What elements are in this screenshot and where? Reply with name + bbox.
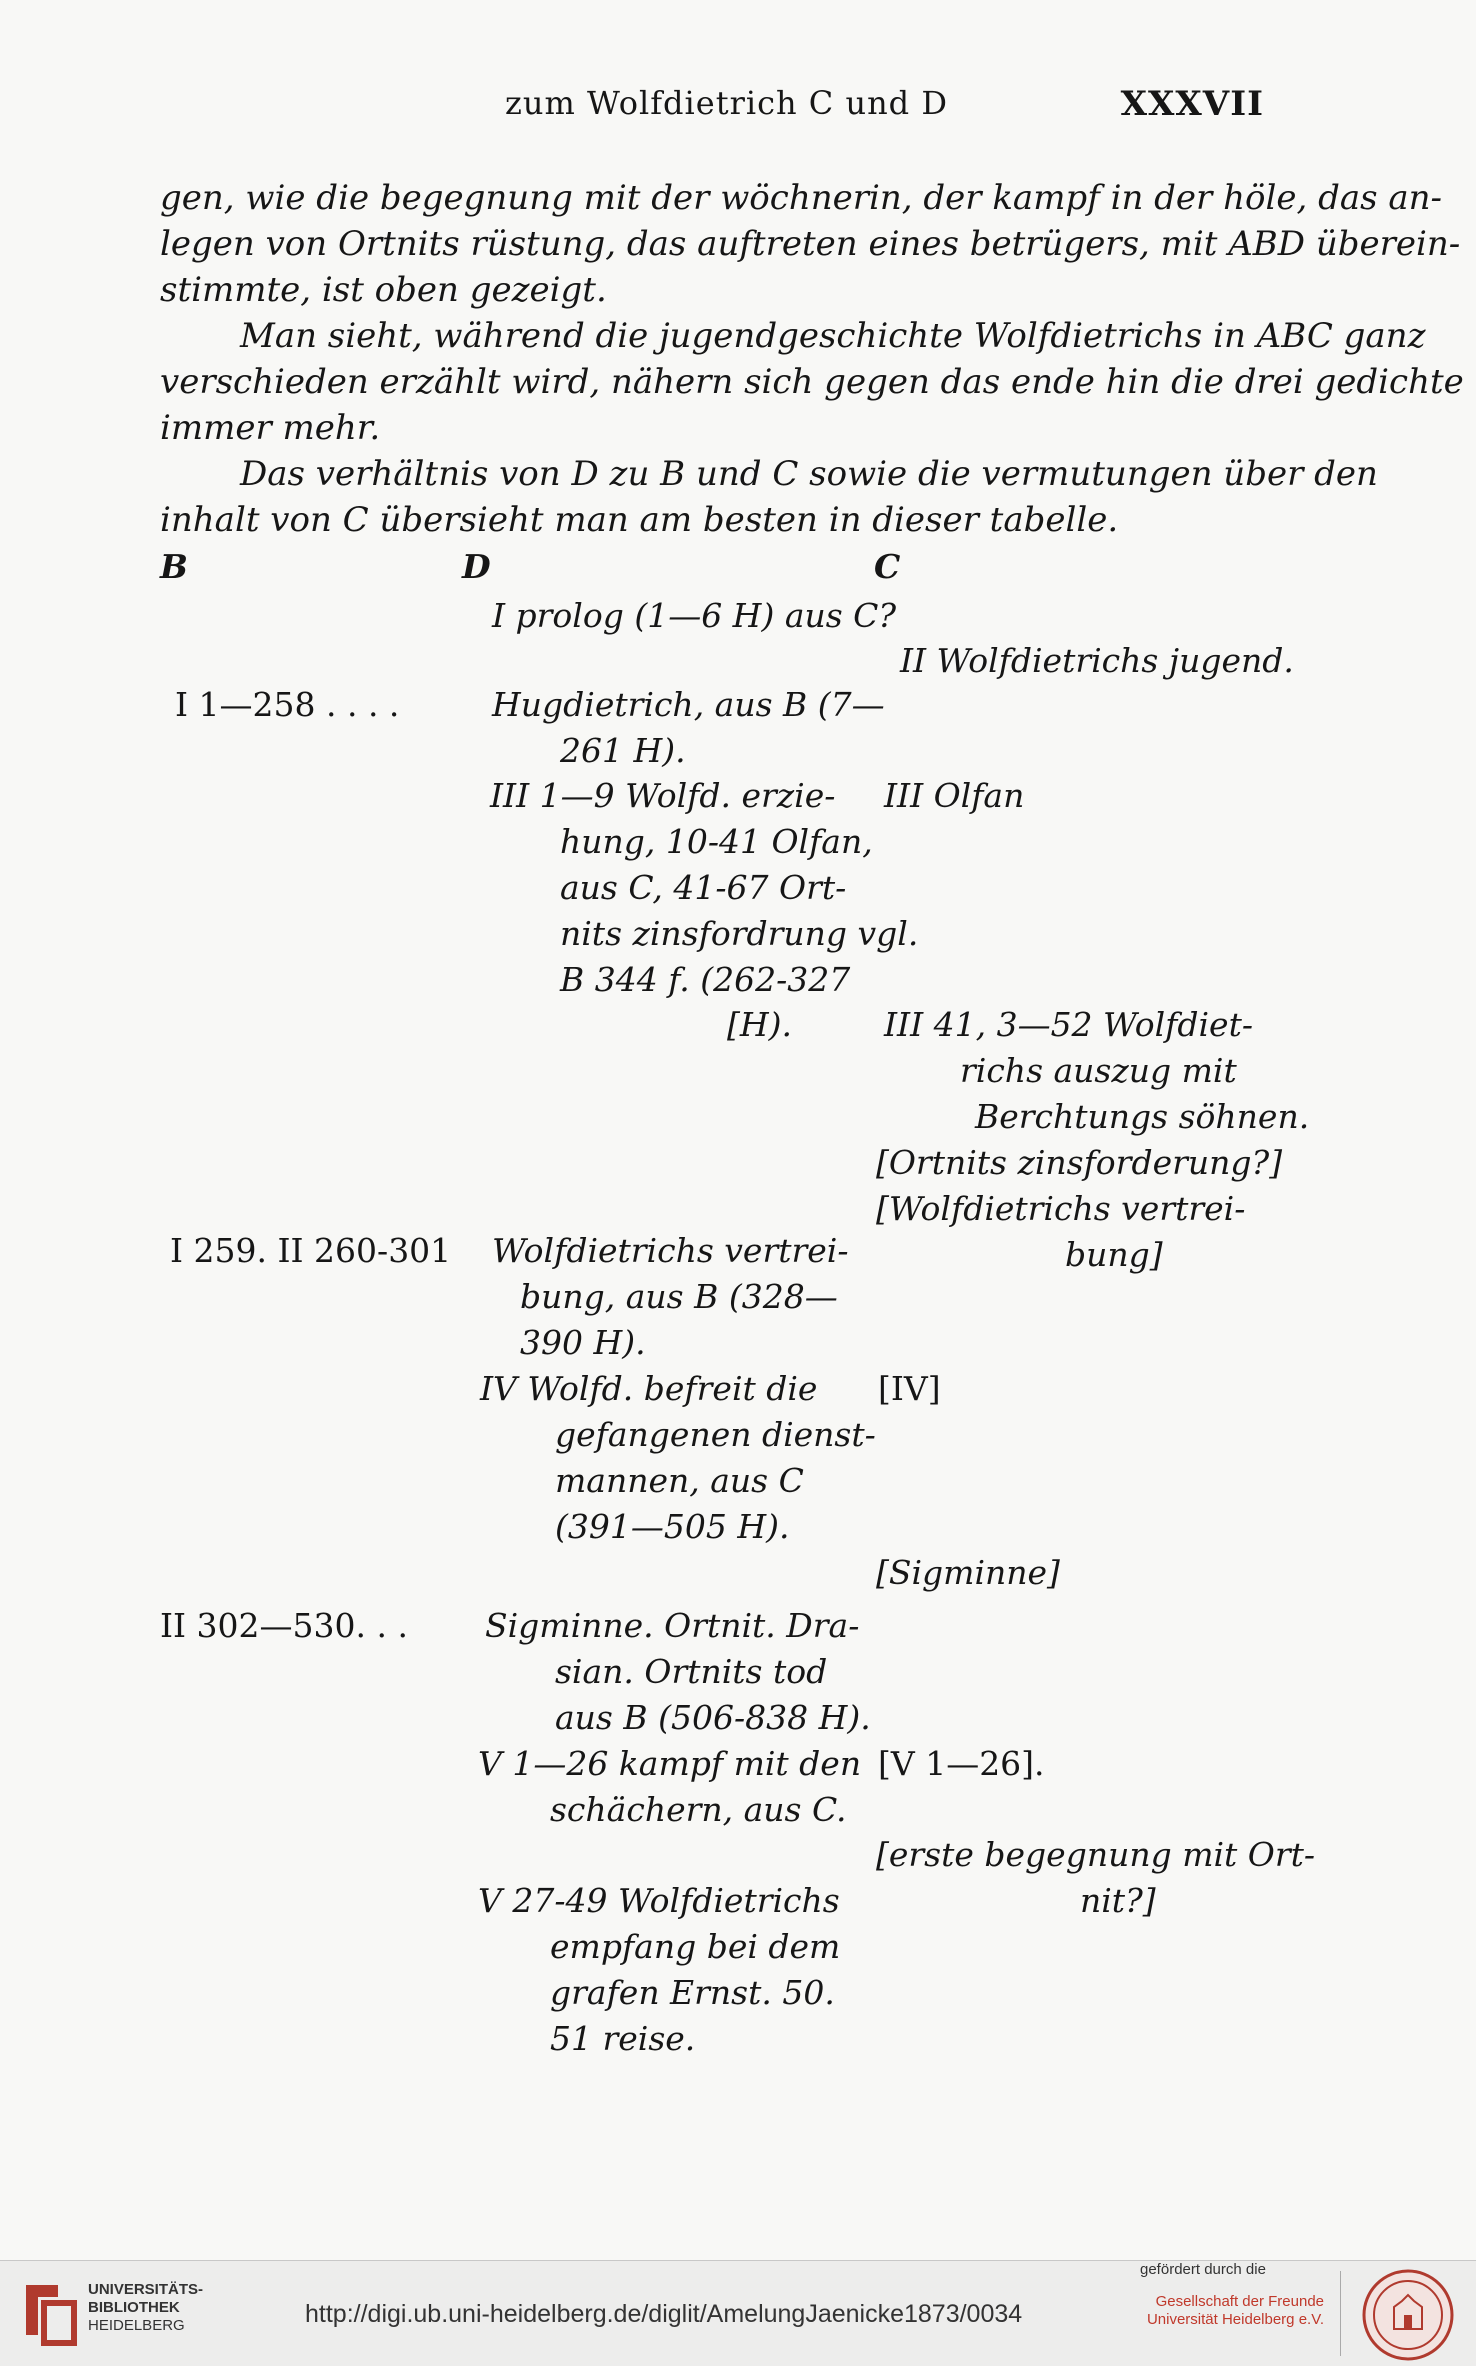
paragraph-line: immer mehr. — [160, 408, 381, 448]
running-title: zum Wolfdietrich C und D — [505, 84, 948, 122]
sponsor-name-line: Gesellschaft der Freunde — [1155, 2293, 1324, 2310]
d-entry-line: 261 H). — [560, 731, 686, 770]
paragraph-line: gen, wie die begegnung mit der wöchnerin, der kampf in der höle, das an- — [160, 178, 1443, 218]
d-entry-line: nits zinsfordrung vgl. — [560, 914, 919, 953]
c-entry-line: richs auszug mit — [960, 1051, 1237, 1090]
paragraph-line: stimmte, ist oben gezeigt. — [160, 270, 607, 310]
paragraph-line: inhalt von C übersieht man am besten in dieser tabelle. — [160, 500, 1119, 540]
d-entry-line: 51 reise. — [550, 2019, 696, 2058]
d-entry-line: B 344 f. (262-327 — [560, 960, 851, 999]
d-entry-line: grafen Ernst. 50. — [550, 1973, 835, 2012]
column-header-d: D — [462, 547, 491, 586]
page-number: XXXVII — [1120, 84, 1264, 124]
library-name-line: UNIVERSITÄTS- — [88, 2281, 204, 2298]
c-entry-line: bung] — [1065, 1235, 1163, 1274]
d-entry-line: empfang bei dem — [550, 1927, 841, 1966]
d-entry-line: mannen, aus C — [555, 1461, 804, 1500]
sponsor-name-line: Universität Heidelberg e.V. — [1146, 2311, 1324, 2328]
d-entry-line: 390 H). — [520, 1323, 646, 1362]
c-entry-line: II Wolfdietrichs jugend. — [900, 641, 1294, 680]
c-entry-line: Berchtungs söhnen. — [975, 1097, 1310, 1136]
library-name-line: HEIDELBERG — [88, 2317, 185, 2334]
c-entry-line: III 41, 3—52 Wolfdiet- — [884, 1005, 1253, 1044]
library-logo-icon — [18, 2277, 82, 2351]
paragraph-line: Man sieht, während die jugendgeschichte Wolfdietrichs in ABC ganz — [240, 316, 1426, 356]
c-entry-line: [Sigminne] — [876, 1553, 1060, 1592]
c-entry-line: [Wolfdietrichs vertrei- — [876, 1189, 1246, 1228]
d-entry-line: bung, aus B (328— — [520, 1277, 838, 1316]
paragraph-line: legen von Ortnits rüstung, das auftreten eines betrügers, mit ABD überein- — [160, 224, 1461, 264]
b-entry: I 259. II 260-301 — [170, 1231, 452, 1270]
d-entry-line: I prolog (1—6 H) aus C? — [492, 596, 897, 635]
d-entry-line: IV Wolfd. befreit die — [480, 1369, 818, 1408]
paragraph-line: Das verhältnis von D zu B und C sowie die vermutungen über den — [240, 454, 1378, 494]
c-entry-line: [Ortnits zinsforderung?] — [876, 1143, 1283, 1182]
d-entry-line: aus B (506-838 H). — [555, 1698, 871, 1737]
column-header-b: B — [160, 547, 188, 586]
paragraph-line: verschieden erzählt wird, nähern sich gegen das ende hin die drei gedichte — [160, 362, 1464, 402]
d-entry-line: aus C, 41-67 Ort- — [560, 868, 847, 907]
source-url-link[interactable]: http://digi.ub.uni-heidelberg.de/diglit/AmelungJaenicke1873/0034 — [305, 2300, 1023, 2328]
d-entry-line: gefangenen dienst- — [555, 1415, 876, 1454]
digitization-footer — [0, 2260, 1476, 2366]
d-entry-line: (391—505 H). — [555, 1507, 790, 1546]
sponsor-label: gefördert durch die — [1140, 2261, 1266, 2278]
university-seal-icon — [1360, 2267, 1456, 2363]
b-entry: I 1—258 . . . . — [175, 685, 400, 724]
d-entry-line: sian. Ortnits tod — [555, 1652, 828, 1691]
d-entry-line: V 1—26 kampf mit den — [478, 1744, 862, 1783]
b-entry: II 302—530. . . — [160, 1606, 408, 1645]
c-entry-line: [V 1—26]. — [878, 1744, 1045, 1783]
d-entry-line: Sigminne. Ortnit. Dra- — [485, 1606, 860, 1645]
column-header-c: C — [874, 547, 901, 586]
d-entry-line: III 1—9 Wolfd. erzie- — [490, 776, 836, 815]
page-header — [0, 84, 1476, 134]
sponsor-name — [1140, 2293, 1324, 2329]
d-entry-line: V 27-49 Wolfdietrichs — [478, 1881, 840, 1920]
divider — [1340, 2271, 1341, 2356]
d-entry-line: Hugdietrich, aus B (7— — [492, 685, 885, 724]
library-name-line: BIBLIOTHEK — [88, 2299, 180, 2316]
d-entry-line: schächern, aus C. — [550, 1790, 847, 1829]
c-entry-line: III Olfan — [884, 776, 1025, 815]
d-entry-line: Wolfdietrichs vertrei- — [492, 1231, 849, 1270]
d-entry-line: [H). — [727, 1005, 793, 1044]
c-entry-line: nit?] — [1080, 1881, 1156, 1920]
d-entry-line: hung, 10-41 Olfan, — [560, 822, 873, 861]
c-entry-line: [erste begegnung mit Ort- — [876, 1835, 1316, 1874]
c-entry-line: [IV] — [878, 1369, 941, 1408]
library-name — [88, 2281, 203, 2335]
